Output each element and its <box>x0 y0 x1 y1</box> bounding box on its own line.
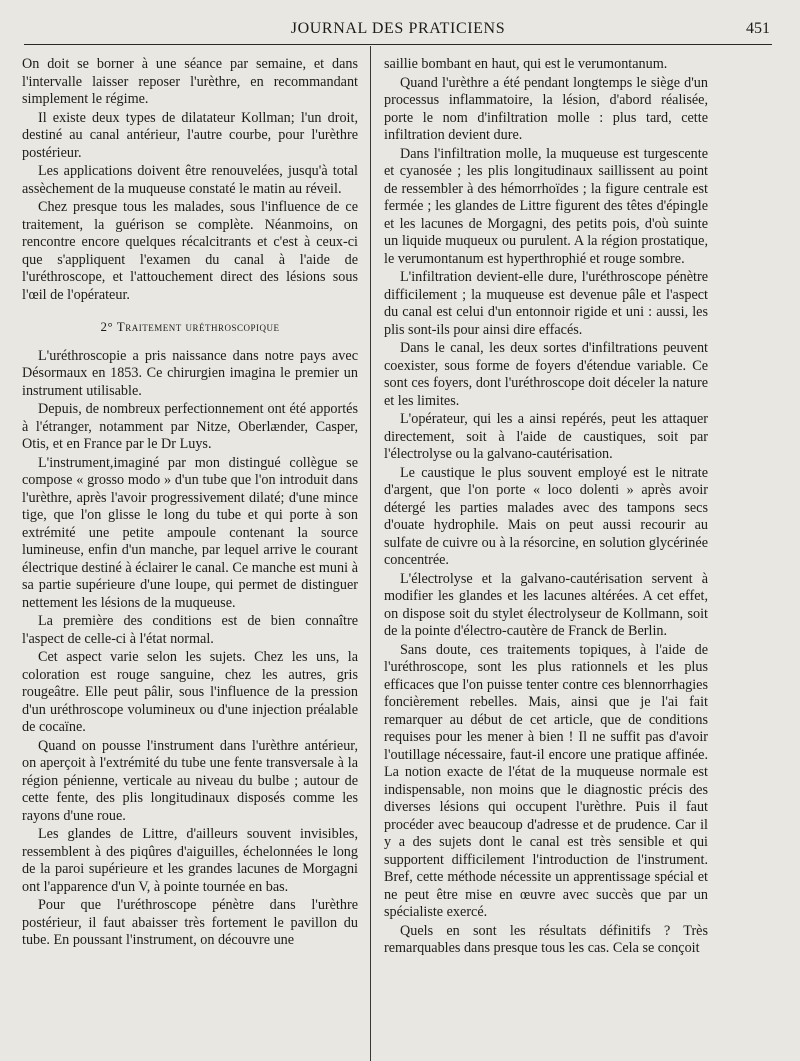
paragraph: Quand on pousse l'instrument dans l'urèthre antérieur, on aperçoit à l'extrémité du tube une fente transversale à la région pénienne, verticale au niveau du bulbe ; autour de cette fente, des plis longitudinaux disposés comme les rayons d'une roue. <box>22 737 358 824</box>
paragraph: Sans doute, ces traitements topiques, à l'aide de l'uréthroscope, sont les plus rationnels et les plus efficaces que l'on puisse tenter contre ces blennorrhagies foncièrement rebelles. Mais, ainsi que je l'ai fait remarquer au début de cet article, que de conditions requises pour les mener à bien ! Il ne suffit pas d'avoir l'outillage nécessaire, faut-il encore une pratique affinée. La notion exacte de l'état de la muqueuse normale est indispensable, non moins que le diagnostic précis des diverses lésions qui occupent l'urèthre. Puis il faut procéder avec beaucoup d'adresse et de prudence. Car il y a des sujets dont le canal est très sensible et qui supportent difficilement l'introduction de l'instrument. Bref, cette méthode nécessite un apprentissage spécial et ne peut être mise en œuvre avec succès que par un spécialiste exercé. <box>384 641 708 920</box>
paragraph: Dans le canal, les deux sortes d'infiltrations peuvent coexister, sous forme de foyers d'étendue variable. Ce sont ces foyers, dont l'uréthroscope doit déceler la nature et les limites. <box>384 340 708 409</box>
paragraph: L'uréthroscopie a pris naissance dans notre pays avec Désormaux en 1853. Ce chirurgien imagina le premier un instrument utilisable. <box>22 347 358 399</box>
paragraph: Les applications doivent être renouvelées, jusqu'à total assèchement de la muqueuse constaté le matin au réveil. <box>22 163 358 197</box>
page-number: 451 <box>746 20 770 37</box>
paragraph: Quand l'urèthre a été pendant longtemps le siège d'un processus inflammatoire, la lésion, d'abord réalisée, porte le nom d'infiltration molle : plus tard, cette infiltration devient dure. <box>384 74 708 143</box>
right-column <box>384 56 708 1041</box>
paragraph: Depuis, de nombreux perfectionnement ont été apportés à l'étranger, notamment par Nitze, Oberlænder, Casper, Otis, et en France par le Dr Luys. <box>22 401 358 452</box>
paragraph: saillie bombant en haut, qui est le verumontanum. <box>384 56 668 72</box>
column-divider <box>370 46 371 1061</box>
paragraph: Les glandes de Littre, d'ailleurs souvent invisibles, ressemblent à des piqûres d'aiguilles, échelonnées le long de la paroi supérieure et les grandes lacunes de Morgagni ont l'apparence d'un V, à pointe tournée en bas. <box>22 826 358 895</box>
paragraph: Dans l'infiltration molle, la muqueuse est turgescente et cyanosée ; les plis longitudinaux saillissent au point de ressembler à des hémorrhoïdes ; la figure centrale est fermée ; les glandes de Littre figurent des têtes d'épingle et les lacunes de Morgagni, des petits pois, d'où suinte un liquide muqueux ou purulent. A la région prostatique, le verumontanum est hyperthrophié et rouge sombre. <box>384 145 708 267</box>
paragraph: L'électrolyse et la galvano-cautérisation servent à modifier les glandes et les lacunes altérées. A cet effet, on dispose soit du stylet électrolyseur de Kollmann, soit de la pointe d'électro-cautère de Franck de Berlin. <box>384 570 708 639</box>
paragraph: L'opérateur, qui les a ainsi repérés, peut les attaquer directement, soit à l'aide de caustiques, soit par l'électrolyse ou la galvano-cautérisation. <box>384 411 708 462</box>
paragraph: Quels en sont les résultats définitifs ? Très remarquables dans presque tous les cas. Cela se conçoit <box>384 922 708 956</box>
section-heading: 2° Traitement uréthroscopique <box>100 319 280 334</box>
paragraph: La première des conditions est de bien connaître l'aspect de celle-ci à l'état normal. <box>22 613 358 647</box>
paragraph: L'infiltration devient-elle dure, l'uréthroscope pénètre difficilement ; la muqueuse est devenue pâle et l'aspect du canal est celui d'un entonnoir rigide et uni : aussi, les plis sont-ils pour ainsi dire effacés. <box>384 269 708 338</box>
paragraph: Pour que l'uréthroscope pénètre dans l'urèthre postérieur, il faut abaisser très fortement le pavillon du tube. En poussant l'instrument, on découvre une <box>22 897 358 948</box>
paragraph: Cet aspect varie selon les sujets. Chez les uns, la coloration est rouge sanguine, chez les autres, gris rougeâtre. Elle peut pâlir, sous l'influence de la pression d'un uréthroscope volumineux ou d'une injection préalable de cocaïne. <box>22 649 358 735</box>
left-column <box>22 56 358 1041</box>
paragraph: Le caustique le plus souvent employé est le nitrate d'argent, que l'on porte « loco dolenti » après avoir détergé les parties malades avec des tampons secs d'ouate hydrophile. Mais on peut aussi recourir au sulfate de cuivre ou à la résorcine, en solution glycérinée concentrée. <box>384 464 708 568</box>
running-header <box>24 18 772 45</box>
paragraph: Il existe deux types de dilatateur Kollman; l'un droit, destiné au canal antérieur, l'autre courbe, pour l'urèthre postérieur. <box>22 109 358 161</box>
paragraph: Chez presque tous les malades, sous l'influence de ce traitement, la guérison se complète. Néanmoins, on rencontre encore quelques récalcitrants et c'est à ceux-ci que s'appliquent l'examen du canal à l'aide de l'uréthroscope, et l'attouchement direct des lésions sous l'œil de l'opérateur. <box>22 199 358 303</box>
journal-title: JOURNAL DES PRATICIENS <box>290 20 506 37</box>
paragraph: On doit se borner à une séance par semaine, et dans l'intervalle laisser reposer l'urèthre, en recommandant simplement le régime. <box>22 56 358 107</box>
paragraph: L'instrument,imaginé par mon distingué collègue se compose « grosso modo » d'un tube que l'on introduit dans l'urèthre, après l'avoir progressivement dilaté; d'une mince tige, que l'on glisse le long du tube et qui porte à son extrémité une petite ampoule contenant la source lumineuse, enfin d'un manche, par lequel arrive le courant électrique destiné à éclairer le canal. Ce manche est muni à sa partie supérieure d'une loupe, qui permet de distinguer nettement les lésions de la muqueuse. <box>22 454 358 611</box>
